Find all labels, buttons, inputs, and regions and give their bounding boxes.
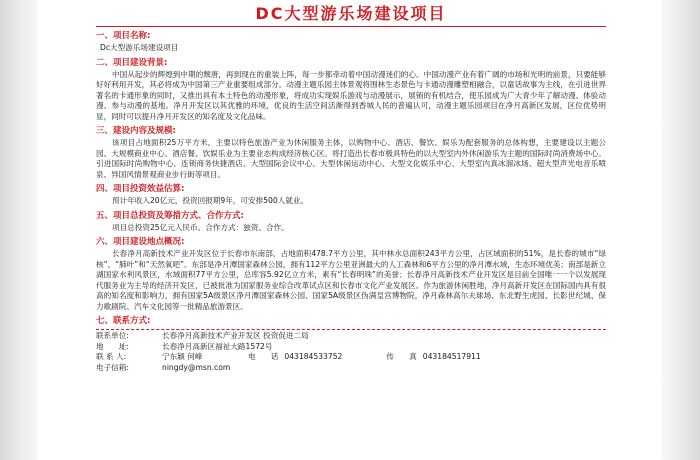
section-paragraph: 预计年收入20亿元，投资回报期9年，可安排500人就业。 xyxy=(112,196,309,205)
section-paragraph: 中国从起步的辉煌到中期的颓唐，再到现在的重装上阵，每一步都牵动着中国动漫迷们的心。中国动漫产业有着广阔的市场和光明的前景，只要能够好好利用开发，其必将成为中国第三产业重要组成部分。动漫主题乐园主体景观将围林生态景色与卡通动漫雕塑相融合，以童话故事为主线，在引进世界著名的卡通形象的同时，又推出具有本土特色的动漫形象，将成功实现娱乐游戏与动漫展示，展销的有机结合，使乐园成为广大青少年了解动漫、体验动漫、参与动漫的基地。净月开发区以其优雅的环境，优良的生活空间活渐得到香城人民的普遍认可，动漫主题乐园项目在净月高新区发展，区位优势明显，同时可以提升净月开发区的知名度及文化品味。 xyxy=(96,69,606,121)
contact-person-row xyxy=(96,352,606,363)
contact-block xyxy=(96,331,606,373)
section-heading: 三、建设内容及规模: xyxy=(96,126,176,136)
document-page xyxy=(96,0,606,460)
contact-phone-label: 电 话 xyxy=(248,352,279,361)
contact-email-label: 电子信箱: xyxy=(96,362,129,372)
section-paragraph: 该项目占地面积25万平方米，主要以特色旅游产业为休闲服务主体，以购物中心、酒店、餐饮、娱乐为配套服务的总体构想，主要建设以主题公园、大规模商业中心、酒店餐、饮娱乐业为主要业态构成经济核心区。将打造出长春市极具特色的以大型室内外休闲游乐为主题的国际时尚消费场中心。引进国际时尚购物中心、连锁商务快捷酒店、大型国际会议中心、大型休闲运动中心、大型文化娱乐中心、大型室内真冰溜冰场、超大型声光电音乐喷泉、异国风情景观商业步行街等项目。 xyxy=(96,138,606,179)
contact-unit-value: 长春净月高新技术产业开发区 投资促进二局 xyxy=(162,331,309,340)
section-location xyxy=(96,237,606,312)
contact-unit-label: 联系单位: xyxy=(96,331,129,340)
contact-fax-label: 传 真 xyxy=(386,352,417,361)
section-heading: 六、项目建设地点概况: xyxy=(96,237,185,247)
section-paragraph: 项目总投资25亿元人民币。合作方式：独资、合作。 xyxy=(112,222,289,232)
document-title: DC大型游乐场建设项目 xyxy=(255,4,447,23)
contact-email-row xyxy=(96,363,606,374)
section-heading: 二、项目建设背景: xyxy=(96,57,168,68)
section-heading: 一、项目名称: xyxy=(96,31,151,41)
section-heading: 七、联系方式: xyxy=(96,316,151,326)
page-edge-right xyxy=(662,0,700,460)
contact-fax-value: 043184517911 xyxy=(422,352,481,361)
section-project-name xyxy=(96,31,606,54)
section-contact xyxy=(96,316,606,373)
contact-email-link[interactable]: ningdy@msn.com xyxy=(162,362,231,372)
section-paragraph: Dc大型游乐场建设项目 xyxy=(100,43,179,52)
contact-person-label: 联 系 人: xyxy=(96,352,127,361)
contact-divider xyxy=(96,329,606,330)
section-paragraph: 长春净月高新技术产业开发区位于长春市东南部，占地面积478.7平方公里，其中林水总面积243平方公里，占区域面积的51%，是长春的城市“绿核”、“肺叶”和“天然氧吧”。东部是净月潭国家森林公园，拥有112平方公里亚洲最大的人工森林和6平方公里的净月潭水域，生态环境优美；南部是新立湖国家水利风景区，水域面积77平方公里，总库容5.92亿立方米，素有“长春明珠”的美誉；长春净月高新技术产业开发区是目前全国唯一一个以发展现代服务业为主导的经济开发区，已被批准为国家服务业综合改革试点区和长春市文化产业发展区。作为旅游休闲胜地，净月高新开发区在国际国内具有很高的知名度和影响力，拥有国家5A级景区净月潭国家森林公园、国家5A级景区伪满皇宫博物院，净月森林高尔夫球场、东北野生虎园、长影世纪城、保力歌剧院、汽车文化园等一批精品旅游景区。 xyxy=(96,249,606,311)
section-heading: 五、项目总投资及筹措方式、合作方式: xyxy=(96,210,244,221)
contact-unit-row xyxy=(96,331,606,342)
contact-phone-value: 043184533752 xyxy=(284,352,343,361)
section-background xyxy=(96,58,606,123)
page-edge-left xyxy=(0,0,38,460)
contact-address-row xyxy=(96,342,606,353)
section-content-scale xyxy=(96,126,606,180)
contact-address-value: 长春净月高新区福祉大路1572号 xyxy=(162,341,273,351)
section-investment-benefit xyxy=(96,184,606,207)
contact-person-value: 宁东颖 何峰 xyxy=(162,352,203,361)
title-rule xyxy=(96,26,606,27)
section-total-investment xyxy=(96,211,606,234)
contact-address-label: 地 址: xyxy=(96,341,129,351)
section-heading: 四、项目投资效益估算: xyxy=(96,184,185,194)
